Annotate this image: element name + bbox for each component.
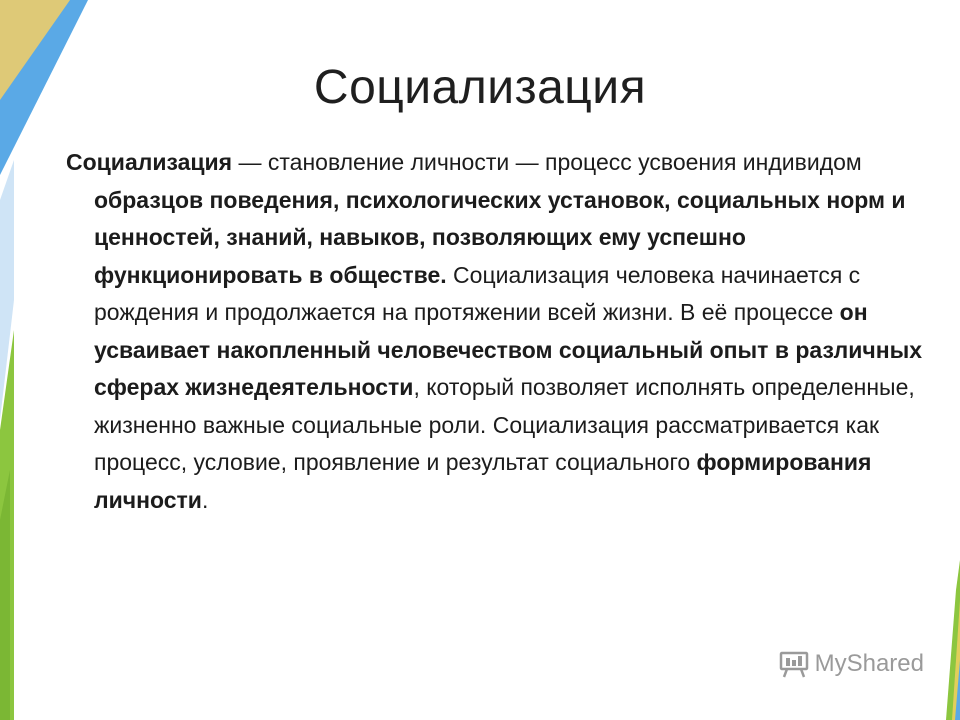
body-segment: , который позволяет исполнять определенные, жизненно важные социальные роли. Социализация рассматривается как процесс, условие, проявление и результат социального: [94, 374, 915, 475]
myshared-logo: [779, 650, 924, 678]
body-segment: .: [201, 486, 209, 513]
body-emphasis: образцов поведения, психологических установок, социальных норм и ценностей, знаний, навыков, позволяющих ему успешно функционировать в обществе.: [94, 186, 906, 288]
logo-text: MyShared: [814, 650, 924, 677]
presentation-board-icon: [779, 650, 809, 678]
body-emphasis: формирования личности: [94, 449, 872, 513]
slide-body-paragraph: [66, 144, 934, 519]
term-heading: Социализация: [66, 149, 233, 175]
body-segment: Социализация человека начинается с рождения и продолжается на протяжении всей жизни. В её процессе: [94, 261, 861, 325]
body-segment: — становление личности — процесс усвоения индивидом: [232, 149, 862, 175]
body-emphasis: он усваивает накопленный человечеством социальный опыт в различных сферах жизнедеятельности: [94, 299, 923, 400]
slide-title: Социализация: [313, 61, 647, 114]
